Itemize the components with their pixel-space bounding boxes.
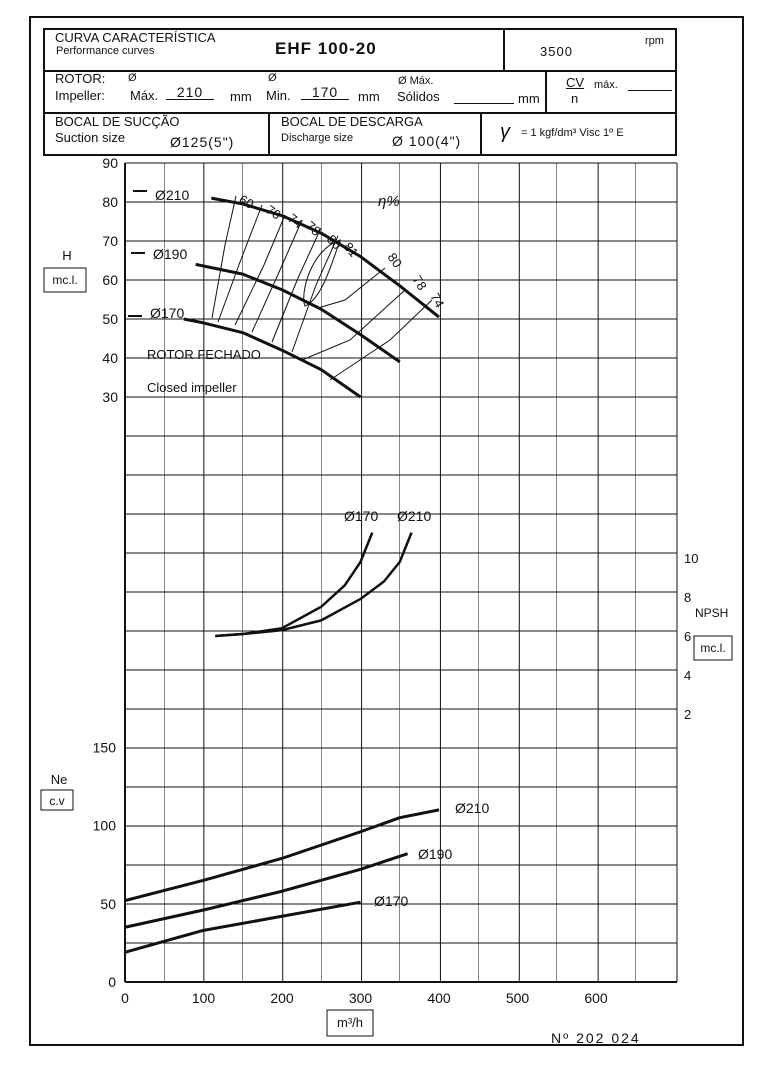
head-label-170: Ø170 [150,305,185,321]
npsh-label-210: Ø210 [397,508,432,524]
suction-size-value: Ø125(5") [170,134,235,150]
min-label: Min. [266,88,291,103]
head-label-210: Ø210 [155,187,190,203]
x-tick-label: 0 [121,990,129,1006]
rotor-note-english: Closed impeller [147,380,237,395]
efficiency-value-label: 80 [384,249,406,271]
efficiency-isoline [302,290,405,360]
cv-label: CV [566,75,585,90]
head-curve-Ø210 [211,198,439,317]
max-label: Máx. [130,88,159,103]
specific-weight-symbol: γ [500,121,510,143]
rotor-label: ROTOR: [55,71,106,86]
power-y-tick-label: 0 [108,974,116,990]
x-axis-label: m³/h [337,1015,363,1030]
efficiency-isoline [218,205,262,322]
efficiency-value-label: 74 [285,210,306,232]
head-y-tick-label: 40 [102,350,118,366]
efficiency-value-label: 70 [263,202,284,223]
speed-value: 3500 [540,44,573,59]
efficiency-value-label: 81 [340,239,362,261]
npsh-y-tick-label: 2 [684,707,692,722]
npsh-label-170: Ø170 [344,508,379,524]
cv-max-label: máx. [594,79,618,91]
npsh-y-tick-label: 4 [684,668,692,683]
fluid-properties: = 1 kgf/dm³ Visc 1º E [521,127,624,139]
head-y-unit: mc.l. [52,273,78,287]
title-portuguese: CURVA CARACTERÍSTICA [55,30,216,45]
mm-label-min: mm [358,89,380,104]
npsh-y-unit: mc.l. [700,641,726,655]
npsh-y-label: NPSH [695,606,729,620]
efficiency-value-label: 60 [236,191,257,212]
rotor-note-portuguese: ROTOR FECHADO [147,347,261,362]
head-label-190: Ø190 [153,246,188,262]
suction-label-pt: BOCAL DE SUCÇÃO [55,114,180,129]
x-tick-label: 300 [348,990,373,1006]
speed-unit: rpm [645,35,664,47]
x-tick-label: 500 [505,990,530,1006]
power-label-210: Ø210 [455,800,490,816]
efficiency-axis-label: η% [378,193,400,210]
x-tick-label: 200 [270,990,294,1006]
power-label-170: Ø170 [374,893,409,909]
power-y-tick-label: 150 [92,739,116,756]
n-label: n [571,91,579,106]
pump-model: EHF 100-20 [275,39,377,58]
head-y-tick-label: 80 [102,194,118,210]
efficiency-isoline [212,196,236,318]
solids-label: Sólidos [397,89,440,104]
head-y-tick-label: 90 [102,155,118,171]
power-y-unit: c.v [49,794,65,808]
npsh-curve-Ø170 [215,533,372,636]
head-y-tick-label: 70 [102,233,118,249]
head-y-tick-label: 50 [102,311,118,327]
x-tick-label: 100 [191,990,216,1006]
npsh-y-tick-label: 6 [684,629,692,644]
power-y-label: Ne [50,772,68,787]
power-y-tick-label: 100 [92,817,116,834]
efficiency-isoline [272,228,321,342]
x-tick-label: 600 [584,990,608,1006]
max-diameter-value: 210 [166,85,214,100]
discharge-label-pt: BOCAL DE DESCARGA [281,114,423,129]
npsh-curve-Ø210 [215,533,411,636]
power-y-tick-label: 50 [100,895,116,912]
efficiency-value-label: 78 [409,272,430,293]
document-number: Nº 202 024 [551,1030,641,1046]
discharge-size-value: Ø 100(4") [392,133,462,149]
npsh-y-tick-label: 8 [684,590,692,605]
diam-min-symbol: Ø [268,72,277,84]
x-tick-label: 400 [427,990,451,1006]
power-label-190: Ø190 [418,846,453,862]
efficiency-isoline [252,220,302,332]
efficiency-isoline [292,236,338,352]
solids-max-label: Ø Máx. [398,75,434,87]
power-curve-Ø210 [125,810,439,901]
head-y-tick-label: 60 [102,272,118,288]
impeller-label: Impeller: [55,88,105,103]
min-diameter-value: 170 [301,85,349,100]
npsh-y-tick-label: 10 [684,551,699,566]
efficiency-value-label: 74 [427,290,448,311]
head-y-tick-label: 30 [102,389,118,405]
diam-max-symbol: Ø [128,72,137,84]
efficiency-value-label: 78 [302,218,324,239]
mm-label-max: mm [230,89,252,104]
efficiency-value-label: 80 [323,231,345,253]
title-english: Performance curves [56,45,155,57]
mm-label-solids: mm [518,91,540,106]
head-y-label: H [62,248,72,263]
discharge-label-en: Discharge size [281,132,354,144]
suction-label-en: Suction size [55,130,126,145]
